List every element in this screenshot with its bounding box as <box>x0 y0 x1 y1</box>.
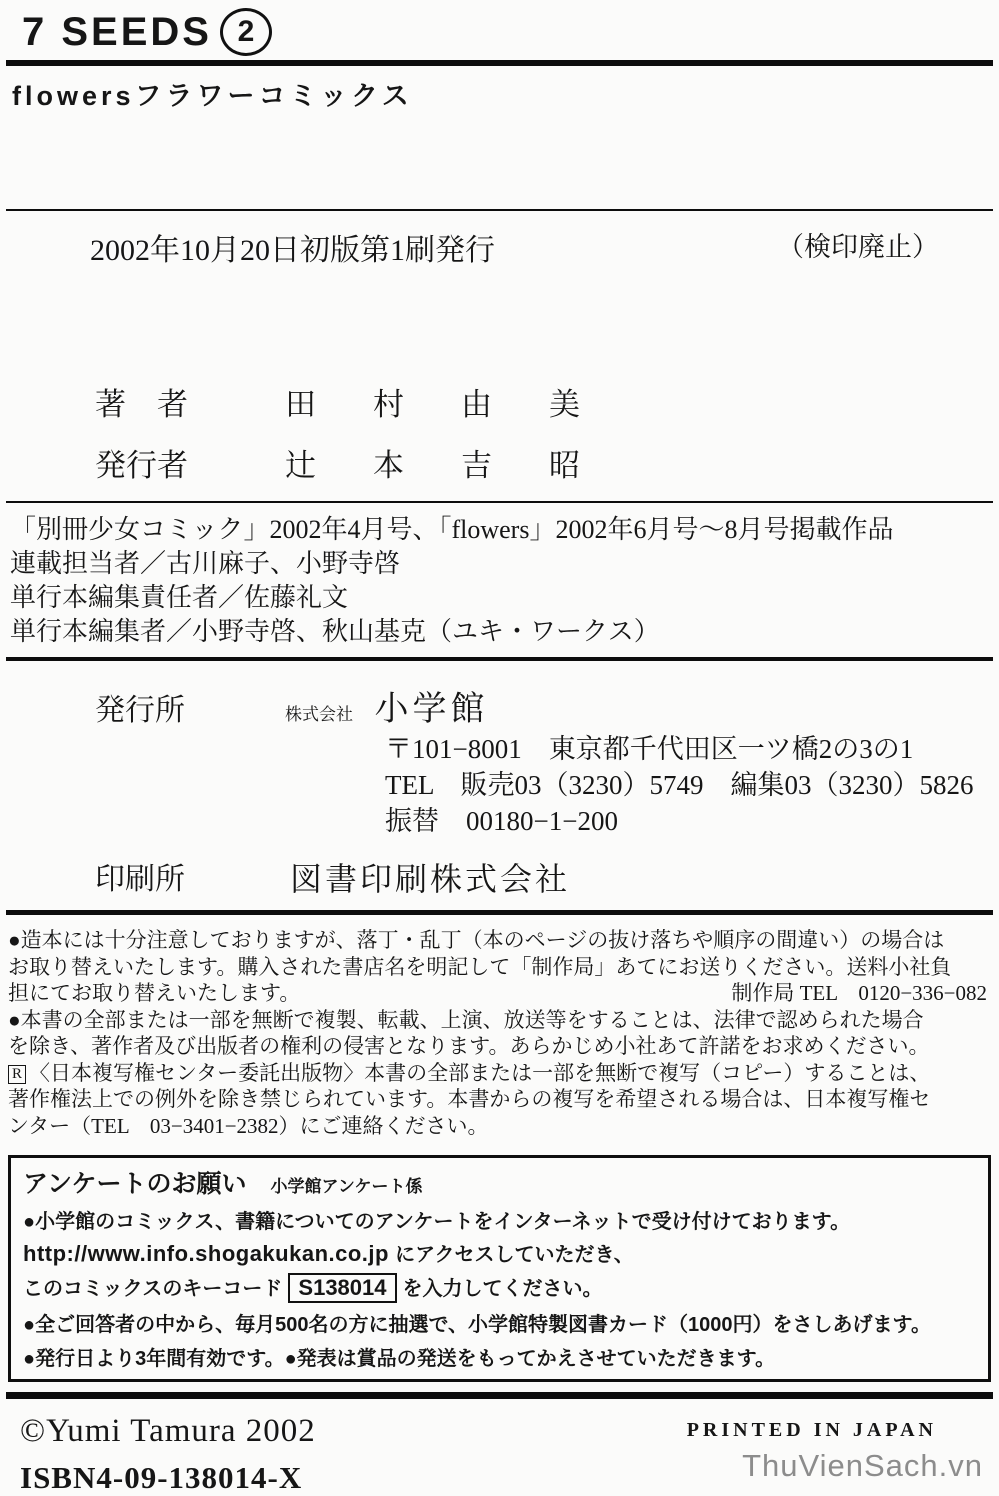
book-title-text: 7 SEEDS <box>22 9 212 54</box>
reproduction-notice-line2: 著作権法上での例外を除き禁じられています。本書からの複写を希望される場合は、日本複写権セ <box>8 1087 931 1111</box>
publisher-name: 小学館 <box>374 691 489 728</box>
imprint-label: flowersフラワーコミックス <box>12 81 413 111</box>
edition-date: 2002年10月20日初版第1刷発行 <box>90 234 495 267</box>
volume-number: 2 <box>237 15 255 48</box>
printer-label: 印刷所 <box>95 863 185 896</box>
reproduction-notice-text1: 〈日本複写権センター委託出版物〉本書の全部または一部を無断で複写（コピー）することは、 <box>29 1060 931 1085</box>
publisher-details <box>0 732 999 838</box>
reproduction-notice-line3: ンター（TEL 03−3401−2382）にご連絡ください。 <box>8 1113 489 1138</box>
keycode-value: S138014 <box>288 1273 396 1303</box>
copyright-notice-line2: を除き、著作者及び出版者の権利の侵害となります。あらかじめ小社あて許諾をお求めください。 <box>8 1034 930 1058</box>
corp-prefix: 株式会社 <box>285 705 353 724</box>
copyright-notice-line1: ●本書の全部または一部を無断で複製、転載、上演、放送等をすることは、法律で認められた場合 <box>8 1007 924 1032</box>
survey-intro-line: ●小学館のコミックス、書籍についてのアンケートをインターネットで受け付けております。 <box>23 1211 851 1233</box>
volume-chief-editor: 単行本編集責任者／佐藤礼文 <box>10 583 349 612</box>
production-bureau-tel: 制作局 TEL 0120−336−082 <box>731 981 987 1005</box>
survey-lottery-line: ●全ご回答者の中から、毎月500名の方に抽選で、小学館特製図書カード（1000円）をさしあげます。 <box>23 1314 931 1336</box>
author-row <box>0 379 999 424</box>
binding-notice-line3-left: 担にてお取り替えいたします。 <box>8 981 301 1005</box>
survey-request-box <box>8 1155 991 1382</box>
publisher-divider-top <box>6 657 993 661</box>
serialization-note: 「別冊少女コミック」2002年4月号、「flowers」2002年6月号～8月号掲載作品 <box>10 515 894 544</box>
publisher-address: 〒101−8001 東京都千代田区一ツ橋2の3の1 <box>385 734 914 764</box>
printer-name: 図書印刷株式会社 <box>290 861 571 897</box>
keycode-suffix: を入力してください。 <box>402 1278 603 1300</box>
publisher-label: 発行所 <box>95 694 185 727</box>
survey-validity-line: ●発行日より3年間有効です。●発表は賞品の発送をもってかえさせていただきます。 <box>23 1348 776 1370</box>
publisher-row <box>0 681 999 730</box>
survey-keycode-line <box>23 1272 978 1303</box>
survey-title: アンケートのお願い <box>23 1170 247 1198</box>
blank-space <box>0 113 999 209</box>
publisher-person-label: 発行者 <box>95 448 188 483</box>
reproduction-notice-line1 <box>8 1060 991 1087</box>
serial-editors: 連載担当者／古川麻子、小野寺啓 <box>10 549 401 578</box>
survey-url: http://www.info.shogakukan.co.jp <box>23 1241 389 1266</box>
legal-notices <box>0 915 999 1145</box>
footer-left <box>0 1413 316 1496</box>
volume-number-badge <box>220 8 272 56</box>
seal-abolition-note: （検印廃止） <box>777 232 939 262</box>
boxed-r-mark: R <box>8 1065 26 1084</box>
people-section <box>0 379 999 485</box>
survey-subtitle: 小学館アンケート係 <box>270 1177 423 1196</box>
printer-row <box>0 854 999 900</box>
footer-divider <box>6 1392 993 1399</box>
printed-in-japan-label: PRINTED IN JAPAN <box>686 1419 937 1441</box>
keycode-prefix: このコミックスのキーコード <box>23 1278 283 1300</box>
binding-notice-line1: ●造本には十分注意しておりますが、落丁・乱丁（本のページの抜け落ちや順序の間違い）の場合は <box>8 928 945 952</box>
publisher-tel: TEL 販売03（3230）5749 編集03（3230）5826 <box>385 770 974 800</box>
survey-title-row <box>23 1164 978 1200</box>
book-title <box>0 6 999 60</box>
binding-notice-line3 <box>8 980 991 1007</box>
publisher-postal-transfer: 振替 00180−1−200 <box>385 806 618 836</box>
publisher-person-row <box>0 440 999 485</box>
volume-editors: 単行本編集者／小野寺啓、秋山基克（ユキ・ワークス） <box>10 617 660 646</box>
isbn-number: ISBN4-09-138014-X <box>20 1460 303 1495</box>
thuviensach-watermark: ThuVienSach.vn <box>742 1448 983 1483</box>
edition-row <box>0 211 999 269</box>
publisher-section <box>0 681 999 910</box>
survey-url-suffix: にアクセスしていただき、 <box>395 1244 634 1266</box>
author-label: 著 者 <box>95 387 188 422</box>
survey-url-line <box>23 1238 978 1267</box>
copyright-line: ©Yumi Tamura 2002 <box>20 1413 316 1449</box>
publisher-person-name: 辻 本 吉 昭 <box>285 448 593 483</box>
binding-notice-line2: お取り替えいたします。購入された書店名を明記して「制作局」あてにお送りください。送料小社負 <box>8 954 952 979</box>
credits-section <box>0 503 999 657</box>
footer-right <box>687 1413 999 1496</box>
author-name: 田 村 由 美 <box>285 387 593 422</box>
footer <box>0 1413 999 1496</box>
